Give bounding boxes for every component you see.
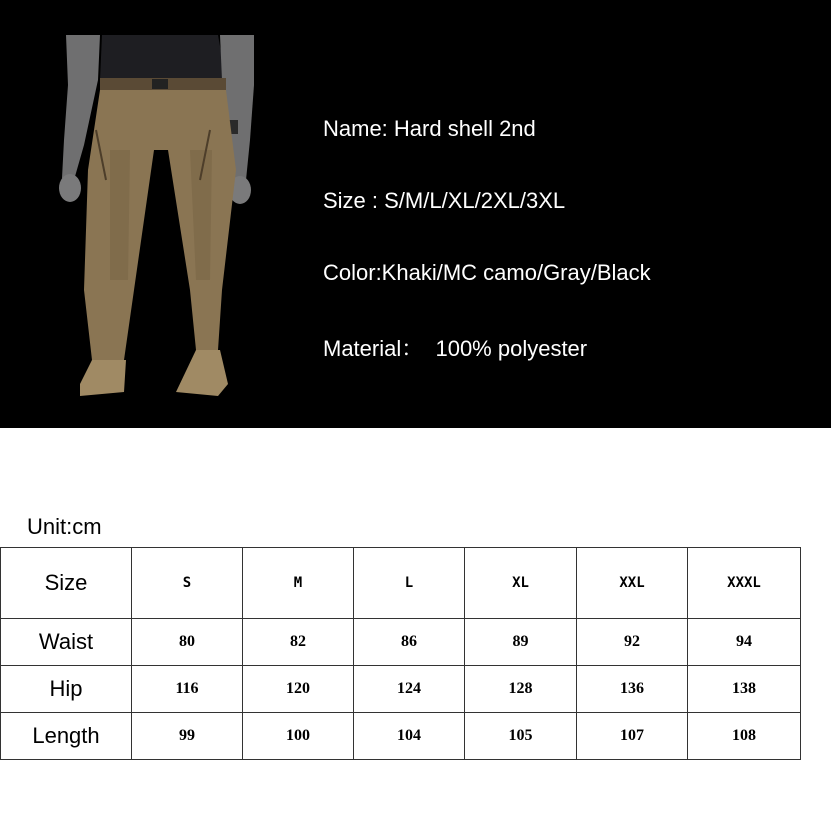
size-header-cell: L	[354, 548, 465, 619]
size-header-cell: XXXL	[688, 548, 801, 619]
measurement-cell: 100	[243, 713, 354, 760]
measurement-cell: 105	[465, 713, 577, 760]
measurement-cell: 104	[354, 713, 465, 760]
measurement-cell: 82	[243, 619, 354, 666]
measurement-cell: 108	[688, 713, 801, 760]
measurement-cell: 80	[132, 619, 243, 666]
measurement-cell: 107	[577, 713, 688, 760]
product-color-text: Color:Khaki/MC camo/Gray/Black	[323, 260, 651, 285]
measurement-cell: 136	[577, 666, 688, 713]
size-chart-table	[0, 547, 801, 760]
measurement-cell: 92	[577, 619, 688, 666]
size-header-cell: XL	[465, 548, 577, 619]
left-hand-shape	[59, 174, 81, 202]
size-header-cell: M	[243, 548, 354, 619]
row-label-cell: Hip	[1, 666, 132, 713]
product-material-text: Material： 100% polyester	[323, 336, 588, 361]
shirt-shape	[100, 35, 226, 80]
product-name-text: Name: Hard shell 2nd	[323, 116, 536, 141]
measurement-cell: 86	[354, 619, 465, 666]
row-label-cell: Length	[1, 713, 132, 760]
measurement-cell: 94	[688, 619, 801, 666]
belt-buckle-shape	[152, 79, 168, 89]
measurement-cell: 89	[465, 619, 577, 666]
table-row-waist	[1, 619, 801, 666]
size-header-cell: XXL	[577, 548, 688, 619]
row-label-cell: Waist	[1, 619, 132, 666]
measurement-cell: 124	[354, 666, 465, 713]
measurement-cell: 116	[132, 666, 243, 713]
measurement-cell: 120	[243, 666, 354, 713]
table-row-hip	[1, 666, 801, 713]
product-size-text: Size : S/M/L/XL/2XL/3XL	[323, 188, 566, 213]
table-header-row	[1, 548, 801, 619]
size-header-cell: S	[132, 548, 243, 619]
unit-label: Unit:cm	[27, 514, 102, 539]
pants-shape	[84, 90, 236, 362]
corner-header-cell: Size	[1, 548, 132, 619]
measurement-cell: 128	[465, 666, 577, 713]
right-boot-shape	[176, 350, 228, 396]
table-row-length	[1, 713, 801, 760]
measurement-cell: 138	[688, 666, 801, 713]
left-boot-shape	[80, 360, 126, 396]
model-wearing-pants-image	[40, 30, 280, 420]
measurement-cell: 99	[132, 713, 243, 760]
pants-shade-left	[110, 150, 130, 280]
